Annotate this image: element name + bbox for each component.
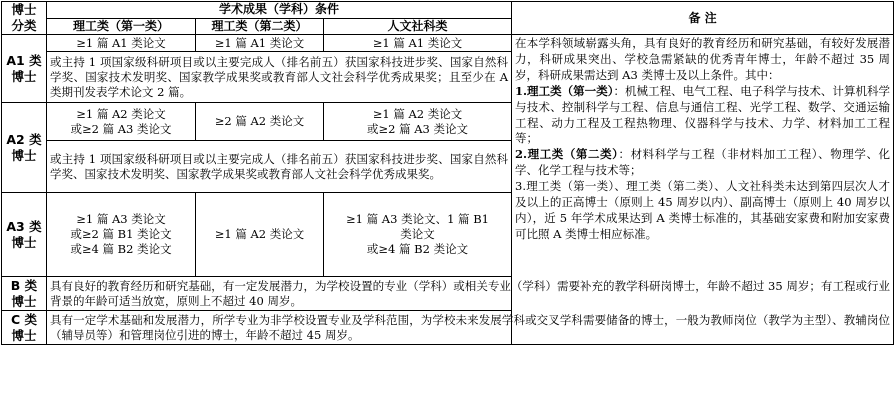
a2-alternative-condition: 或主持 1 项国家级科研项目或以主要完成人（排名前五）获国家科技进步奖、国家自然科学奖、国家技术发明奖、国家教学成果奖或教育部人文社会科学优秀成果奖。	[47, 141, 512, 193]
notes-item1-text: ：机械工程、电气工程、电子科学与技术、计算机科学与技术、控制科学与工程、信息与通信工程、光学工程、数学、交通运输工程、动力工程及工程热物理、仪器科学与技术、力学、材料加工工程等；	[515, 83, 891, 146]
notes-item1-title: 1.理工类（第一类）	[515, 83, 614, 98]
header-notes: 备 注	[512, 2, 894, 35]
a1-eng2-condition: ≥1 篇 A1 类论文	[196, 35, 324, 52]
category-a3	[2, 193, 47, 277]
a2-hum-line2: 或≥2 篇 A3 类论文	[366, 121, 469, 136]
a3-eng1-line1: ≥1 篇 A3 类论文	[76, 212, 166, 226]
a2-hum-condition	[324, 103, 512, 141]
a1-hum-condition: ≥1 篇 A1 类论文	[324, 35, 512, 52]
category-a2-line1: A2 类	[6, 131, 42, 147]
category-c-line1: C 类	[10, 311, 38, 327]
header-doctor-category	[2, 2, 47, 35]
header-eng-second-class: 理工类（第二类）	[196, 18, 324, 35]
a3-hum-line2: 类论文	[400, 227, 435, 241]
c-description: 具有一定学术基础和发展潜力，所学专业为非学校设置专业及学科范围，为学校未来发展学科或交叉学科需要储备的博士，一般为教师岗位（教学为主型）、教辅岗位（辅导员等）和管理岗位引进的博士，年龄不超过 45 周岁。	[47, 311, 894, 345]
a3-eng1-line2: 或≥2 篇 B1 类论文	[70, 227, 172, 241]
a1-eng1-condition: ≥1 篇 A1 类论文	[47, 35, 196, 52]
category-a1-line1: A1 类	[6, 52, 42, 68]
a3-hum-condition	[324, 193, 512, 277]
notes-item2-title: 2.理工类（第二类）	[515, 147, 619, 162]
a3-hum-line1: ≥1 篇 A3 类论文、1 篇 B1	[346, 212, 489, 226]
a2-hum-line1: ≥1 篇 A2 类论文	[372, 106, 463, 121]
notes-item2	[515, 147, 890, 179]
a2-eng2-condition: ≥2 篇 A2 类论文	[196, 103, 324, 141]
talent-criteria-table	[1, 1, 894, 345]
notes-item1	[515, 84, 890, 148]
a3-hum-line3: 或≥4 篇 B2 类论文	[366, 242, 469, 256]
category-a3-line1: A3 类	[6, 218, 42, 234]
notes-item2-text: ：材料科学与工程（非材料加工工程）、物理学、化学、化学工程与技术等；	[515, 147, 891, 178]
category-b-line1: B 类	[10, 277, 38, 293]
a2-eng1-condition	[47, 103, 196, 141]
category-b	[2, 277, 47, 311]
header-humanities: 人文社科类	[324, 18, 512, 35]
category-b-line2: 博士	[11, 293, 37, 309]
a2-eng1-line1: ≥1 篇 A2 类论文	[76, 106, 166, 121]
notes-item3: 3.理工类（第一类）、理工类（第二类）、人文社科类未达到第四层次人才及以上的正高博士（原则上 45 周岁以内）、副高博士（原则上 40 周岁以内），近 5 年学术成果达到 A 类博士标准的，其基础安家费和附加安家费可比照 A 类博士相应标准。	[515, 179, 891, 241]
notes-intro: 在本学科领域崭露头角，具有良好的教育经历和研究基础，有较好发展潜力，科研成果突出、学校急需紧缺的优秀青年博士，年龄不超过 35 周岁，科研成果需达到 A3 类博士及以上条件。其中：	[515, 36, 891, 82]
a3-eng1-condition	[47, 193, 196, 277]
a1-alternative-condition: 或主持 1 项国家级科研项目或以主要完成人（排名前五）获国家科技进步奖、国家自然科学奖、国家技术发明奖、国家教学成果奖或教育部人文社会科学优秀成果奖；且至少在 A 类期刊发表学术论文 2 篇。	[47, 52, 512, 103]
a3-eng2-condition: ≥1 篇 A2 类论文	[196, 193, 324, 277]
category-a1-line2: 博士	[11, 68, 37, 84]
category-a2-line2: 博士	[11, 147, 37, 163]
a2-eng1-line2: 或≥2 篇 A3 类论文	[70, 121, 172, 136]
category-c-line2: 博士	[11, 327, 37, 343]
category-a1	[2, 35, 47, 103]
b-description: 具有良好的教育经历和研究基础，有一定发展潜力，为学校设置的专业（学科）或相关专业（学科）需要补充的教学科研岗博士，年龄不超过 35 周岁；有工程或行业背景的年龄可适当放宽，原则上不超过 40 周岁。	[47, 277, 894, 311]
category-a3-line2: 博士	[11, 234, 37, 250]
category-a2	[2, 103, 47, 193]
header-doctor-line1: 博士	[11, 2, 37, 17]
header-doctor-line2: 分类	[11, 18, 37, 33]
a3-eng1-line3: 或≥4 篇 B2 类论文	[70, 242, 172, 256]
header-eng-first-class: 理工类（第一类）	[47, 18, 196, 35]
category-c	[2, 311, 47, 345]
header-academic-conditions: 学术成果（学科）条件	[47, 2, 512, 19]
